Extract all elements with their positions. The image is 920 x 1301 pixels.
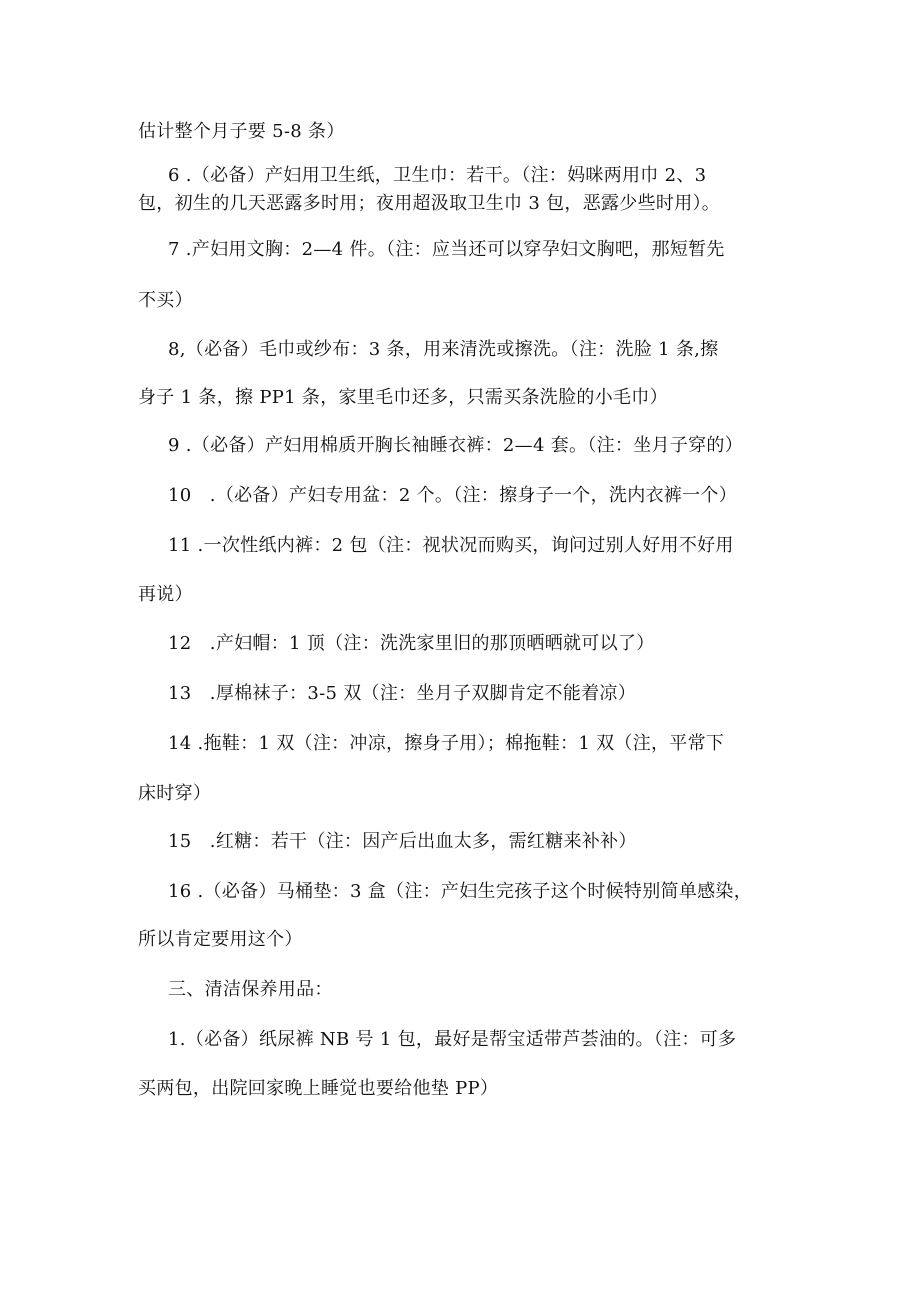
text-line: 所以肯定要用这个） <box>138 929 303 950</box>
text-line: 16 .（必备）马桶垫：3 盒（注：产妇生完孩子这个时候特别简单感染， <box>168 881 753 902</box>
text-line: 再说） <box>138 584 193 605</box>
text-line: 估计整个月子要 5-8 条） <box>138 121 345 142</box>
text-line: 6 .（必备）产妇用卫生纸，卫生巾：若干。（注：妈咪两用巾 2、3 <box>168 165 707 186</box>
text-line: 9 .（必备）产妇用棉质开胸长袖睡衣裤：2—4 套。（注：坐月子穿的） <box>168 435 744 456</box>
text-line: 身子 1 条，擦 PP1 条，家里毛巾还多，只需买条洗脸的小毛巾） <box>138 387 668 408</box>
text-line: 不买） <box>138 290 193 311</box>
text-line: 床时穿） <box>138 783 212 804</box>
text-line: 10 .（必备）产妇专用盆：2 个。（注：擦身子一个，洗内衣裤一个） <box>168 485 737 506</box>
text-line: 包，初生的几天恶露多时用；夜用超汲取卫生巾 3 包，恶露少些时用）。 <box>138 193 721 214</box>
text-line: 12 .产妇帽：1 顶（注：洗洗家里旧的那顶晒晒就可以了） <box>168 633 655 654</box>
text-line: 买两包，出院回家晚上睡觉也要给他垫 PP） <box>138 1078 499 1099</box>
text-line: 14 .拖鞋：1 双（注：冲凉，擦身子用）；棉拖鞋：1 双（注，平常下 <box>168 733 725 754</box>
text-line: 11 .一次性纸内裤：2 包（注：视状况而购买，询问过别人好用不好用 <box>168 535 734 556</box>
text-line: 13 .厚棉袜子：3-5 双（注：坐月子双脚肯定不能着凉） <box>168 683 637 704</box>
text-line: 8,（必备）毛巾或纱布：3 条，用来清洗或擦洗。（注：洗脸 1 条,擦 <box>168 339 719 360</box>
text-line: 1.（必备）纸尿裤 NB 号 1 包，最好是帮宝适带芦荟油的。（注：可多 <box>168 1029 737 1050</box>
text-line: 7 .产妇用文胸：2—4 件。（注：应当还可以穿孕妇文胸吧，那短暂先 <box>168 239 725 260</box>
text-line: 15 .红糖：若干（注：因产后出血太多，需红糖来补补） <box>168 831 637 852</box>
section-heading: 三、清洁保养用品： <box>168 979 333 1000</box>
